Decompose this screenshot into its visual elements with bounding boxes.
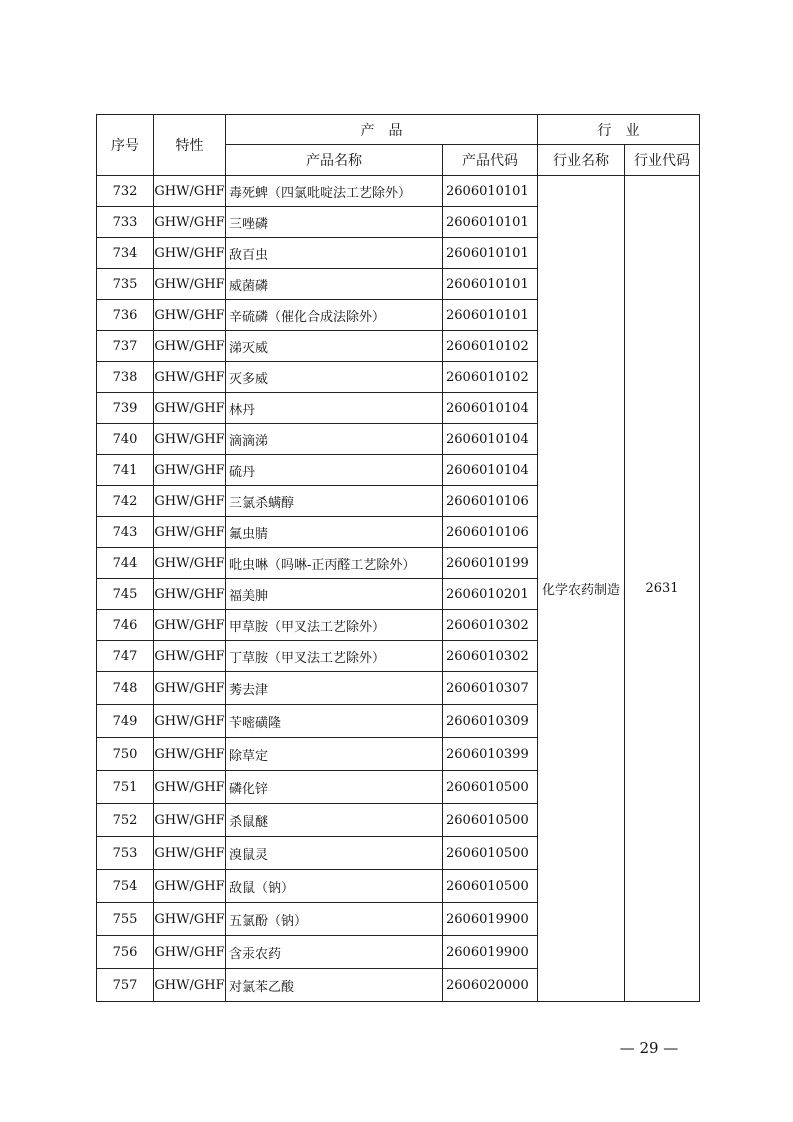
product-name-cell: 三氯杀螨醇 [226, 486, 443, 517]
table-row [97, 176, 700, 207]
attribute-cell: GHW/GHF [154, 610, 226, 641]
seq-cell: 742 [97, 486, 154, 517]
seq-cell: 752 [97, 804, 154, 837]
product-code-cell: 2606010199 [443, 548, 538, 579]
product-code-cell: 2606010101 [443, 207, 538, 238]
product-code-cell: 2606019900 [443, 936, 538, 969]
product-code-cell: 2606010104 [443, 393, 538, 424]
table-body [97, 176, 700, 1002]
seq-cell: 750 [97, 738, 154, 771]
seq-cell: 755 [97, 903, 154, 936]
seq-cell: 735 [97, 269, 154, 300]
header-product-code: 产品代码 [443, 145, 538, 176]
product-code-cell: 2606010104 [443, 455, 538, 486]
attribute-cell: GHW/GHF [154, 269, 226, 300]
attribute-cell: GHW/GHF [154, 362, 226, 393]
attribute-cell: GHW/GHF [154, 738, 226, 771]
header-industry-group: 行 业 [538, 115, 700, 145]
attribute-cell: GHW/GHF [154, 837, 226, 870]
seq-cell: 739 [97, 393, 154, 424]
attribute-cell: GHW/GHF [154, 804, 226, 837]
product-code-cell: 2606010500 [443, 837, 538, 870]
product-name-cell: 威菌磷 [226, 269, 443, 300]
attribute-cell: GHW/GHF [154, 870, 226, 903]
header-industry-code: 行业代码 [625, 145, 700, 176]
product-name-cell: 含汞农药 [226, 936, 443, 969]
attribute-cell: GHW/GHF [154, 548, 226, 579]
product-code-cell: 2606010104 [443, 424, 538, 455]
product-name-cell: 辛硫磷（催化合成法除外） [226, 300, 443, 331]
attribute-cell: GHW/GHF [154, 238, 226, 269]
product-name-cell: 涕灭威 [226, 331, 443, 362]
product-code-cell: 2606010201 [443, 579, 538, 610]
product-name-cell: 溴鼠灵 [226, 837, 443, 870]
attribute-cell: GHW/GHF [154, 936, 226, 969]
seq-cell: 740 [97, 424, 154, 455]
product-code-cell: 2606010302 [443, 610, 538, 641]
header-seq: 序号 [97, 115, 154, 176]
header-product-group: 产 品 [226, 115, 538, 145]
attribute-cell: GHW/GHF [154, 300, 226, 331]
seq-cell: 738 [97, 362, 154, 393]
seq-cell: 753 [97, 837, 154, 870]
product-table [96, 114, 700, 1002]
product-name-cell: 莠去津 [226, 672, 443, 705]
seq-cell: 734 [97, 238, 154, 269]
product-code-cell: 2606010500 [443, 804, 538, 837]
product-code-cell: 2606010500 [443, 870, 538, 903]
seq-cell: 748 [97, 672, 154, 705]
product-name-cell: 除草定 [226, 738, 443, 771]
product-name-cell: 福美胂 [226, 579, 443, 610]
product-name-cell: 杀鼠醚 [226, 804, 443, 837]
product-code-cell: 2606010102 [443, 362, 538, 393]
product-code-cell: 2606010106 [443, 517, 538, 548]
seq-cell: 733 [97, 207, 154, 238]
product-name-cell: 毒死蜱（四氯吡啶法工艺除外） [226, 176, 443, 207]
attribute-cell: GHW/GHF [154, 207, 226, 238]
header-product-name: 产品名称 [226, 145, 443, 176]
seq-cell: 747 [97, 641, 154, 672]
attribute-cell: GHW/GHF [154, 771, 226, 804]
attribute-cell: GHW/GHF [154, 455, 226, 486]
product-name-cell: 甲草胺（甲叉法工艺除外） [226, 610, 443, 641]
product-name-cell: 敌百虫 [226, 238, 443, 269]
attribute-cell: GHW/GHF [154, 579, 226, 610]
product-code-cell: 2606010101 [443, 238, 538, 269]
header-industry-name: 行业名称 [538, 145, 625, 176]
attribute-cell: GHW/GHF [154, 672, 226, 705]
product-name-cell: 五氯酚（钠） [226, 903, 443, 936]
seq-cell: 746 [97, 610, 154, 641]
product-name-cell: 苄嘧磺隆 [226, 705, 443, 738]
header-attribute: 特性 [154, 115, 226, 176]
attribute-cell: GHW/GHF [154, 903, 226, 936]
product-name-cell: 敌鼠（钠） [226, 870, 443, 903]
product-code-cell: 2606010101 [443, 269, 538, 300]
industry-code-cell: 2631 [625, 176, 700, 1002]
product-code-cell: 2606010106 [443, 486, 538, 517]
seq-cell: 745 [97, 579, 154, 610]
product-name-cell: 林丹 [226, 393, 443, 424]
product-name-cell: 硫丹 [226, 455, 443, 486]
page-number: — 29 — [619, 1039, 679, 1057]
seq-cell: 736 [97, 300, 154, 331]
product-name-cell: 磷化锌 [226, 771, 443, 804]
seq-cell: 743 [97, 517, 154, 548]
product-code-cell: 2606010302 [443, 641, 538, 672]
seq-cell: 741 [97, 455, 154, 486]
product-code-cell: 2606010307 [443, 672, 538, 705]
attribute-cell: GHW/GHF [154, 424, 226, 455]
product-code-cell: 2606010309 [443, 705, 538, 738]
attribute-cell: GHW/GHF [154, 176, 226, 207]
seq-cell: 732 [97, 176, 154, 207]
product-code-cell: 2606010102 [443, 331, 538, 362]
attribute-cell: GHW/GHF [154, 641, 226, 672]
product-code-cell: 2606019900 [443, 903, 538, 936]
seq-cell: 744 [97, 548, 154, 579]
product-code-cell: 2606020000 [443, 969, 538, 1002]
industry-name-cell: 化学农药制造 [538, 176, 625, 1002]
seq-cell: 754 [97, 870, 154, 903]
product-code-cell: 2606010500 [443, 771, 538, 804]
product-name-cell: 滴滴涕 [226, 424, 443, 455]
product-code-cell: 2606010399 [443, 738, 538, 771]
attribute-cell: GHW/GHF [154, 331, 226, 362]
attribute-cell: GHW/GHF [154, 969, 226, 1002]
product-name-cell: 对氯苯乙酸 [226, 969, 443, 1002]
product-name-cell: 吡虫啉（吗啉-正丙醛工艺除外） [226, 548, 443, 579]
seq-cell: 751 [97, 771, 154, 804]
seq-cell: 756 [97, 936, 154, 969]
seq-cell: 749 [97, 705, 154, 738]
attribute-cell: GHW/GHF [154, 705, 226, 738]
product-name-cell: 三唑磷 [226, 207, 443, 238]
product-name-cell: 灭多威 [226, 362, 443, 393]
attribute-cell: GHW/GHF [154, 486, 226, 517]
product-code-cell: 2606010101 [443, 176, 538, 207]
seq-cell: 757 [97, 969, 154, 1002]
seq-cell: 737 [97, 331, 154, 362]
attribute-cell: GHW/GHF [154, 517, 226, 548]
product-name-cell: 丁草胺（甲叉法工艺除外） [226, 641, 443, 672]
table-header [97, 115, 700, 176]
product-name-cell: 氟虫腈 [226, 517, 443, 548]
attribute-cell: GHW/GHF [154, 393, 226, 424]
product-code-cell: 2606010101 [443, 300, 538, 331]
